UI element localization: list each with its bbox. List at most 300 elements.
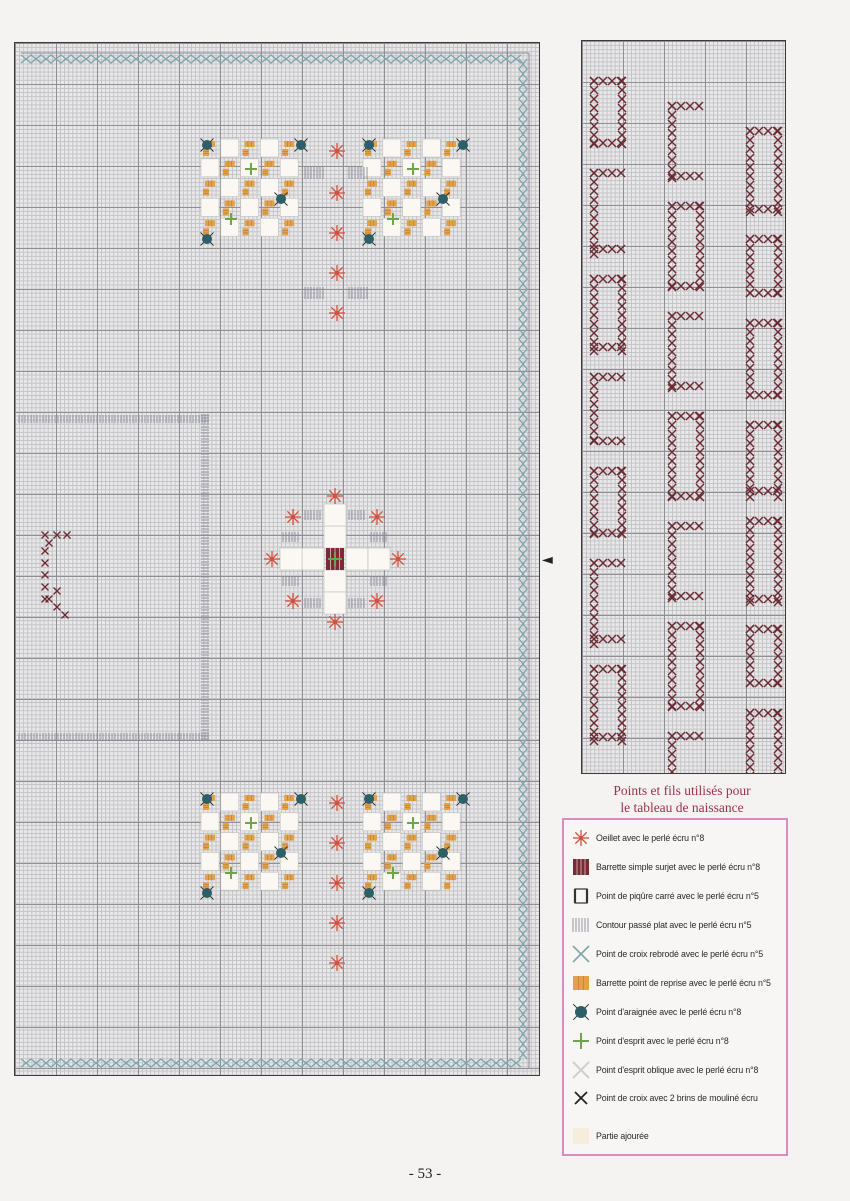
cross-stitch-icon [696, 256, 704, 264]
cross-stitch-icon [774, 181, 782, 189]
cross-stitch-icon [618, 476, 626, 484]
cross-stitch-icon [668, 676, 676, 684]
cross-stitch-icon [774, 745, 782, 753]
spider-web-icon [363, 233, 376, 246]
legend-item [570, 857, 760, 877]
cross-stitch-icon [774, 319, 782, 327]
cross-stitch-icon [618, 521, 626, 529]
cross-stitch-icon [590, 427, 598, 435]
cross-stitch-icon [746, 244, 754, 252]
cross-stitch-icon [774, 235, 782, 243]
legend-title-line-2: le tableau de naissance [620, 800, 744, 815]
woven-bar-icon [245, 181, 255, 187]
woven-bar-icon [284, 181, 294, 187]
woven-bar-icon [225, 854, 235, 860]
satin-outline-icon [349, 510, 364, 520]
legend-item [570, 1126, 649, 1146]
cross-stitch-icon [590, 409, 598, 417]
woven-bar-icon [405, 189, 411, 196]
cross-stitch-icon [617, 373, 625, 381]
cross-stitch-icon [575, 1092, 587, 1104]
cross-stitch-icon [774, 154, 782, 162]
cross-stitch-icon [746, 754, 754, 762]
cross-stitch-icon [590, 95, 598, 103]
woven-bar-icon [203, 149, 209, 156]
cross-stitch-icon [590, 436, 598, 444]
cross-stitch-icon [755, 517, 763, 525]
woven-bar-icon [405, 228, 411, 235]
eyelet-icon [285, 509, 301, 525]
cross-stitch-icon [746, 466, 754, 474]
cross-stitch-icon [677, 492, 685, 500]
cross-stitch-icon [42, 572, 49, 579]
cross-stitch-icon [696, 430, 704, 438]
eyelet-icon [327, 614, 343, 630]
cross-stitch-icon [590, 391, 598, 399]
cross-stitch-icon [755, 319, 763, 327]
satin-outline-icon [19, 415, 208, 423]
cross-stitch-icon [686, 622, 694, 630]
cross-stitch-icon [608, 275, 616, 283]
woven-bar-icon [203, 803, 209, 810]
spider-web-icon [570, 1002, 592, 1022]
woven-bar-icon [407, 181, 417, 187]
cross-stitch-icon [590, 223, 598, 231]
cross-stitch-icon [599, 635, 607, 643]
cross-stitch-icon [696, 265, 704, 273]
woven-bar-icon [424, 169, 430, 176]
cross-stitch-icon [590, 733, 598, 741]
eyelet-icon [329, 185, 345, 201]
cross-stitch-icon [617, 245, 625, 253]
cross-stitch-icon [668, 282, 676, 290]
cross-stitch-icon [746, 634, 754, 642]
cross-stitch-icon [608, 139, 616, 147]
cross-stitch-icon [696, 274, 704, 282]
satin-outline-icon [573, 918, 588, 932]
cross-stitch-icon [668, 348, 676, 356]
cross-stitch-icon [774, 328, 782, 336]
spider-web-icon [437, 193, 450, 206]
cross-stitch-icon [755, 289, 763, 297]
cross-stitch-icon [695, 592, 703, 600]
cross-stitch-icon [755, 625, 763, 633]
square-picot-icon [570, 886, 592, 906]
cross-stitch-icon [686, 172, 694, 180]
cross-stitch-icon [590, 604, 598, 612]
cross-border-icon [570, 944, 592, 964]
cross-stitch-icon [668, 576, 676, 584]
woven-bar-icon [264, 200, 274, 206]
cross-stitch-icon [618, 683, 626, 691]
legend-item [570, 944, 763, 964]
cross-stitch-icon [746, 289, 754, 297]
cross-stitch-icon [773, 319, 781, 327]
cross-stitch-icon [764, 289, 772, 297]
cross-stitch-icon [696, 211, 704, 219]
cross-stitch-icon [64, 532, 71, 539]
legend-item [570, 1031, 729, 1051]
cross-stitch-icon [599, 529, 607, 537]
woven-bar-icon [385, 823, 391, 830]
legend-item-label: Point de piqûre carré avec le perlé écru n°5 [596, 891, 759, 901]
cross-stitch-icon [590, 622, 598, 630]
cross-stitch-icon [696, 658, 704, 666]
woven-bar-icon [424, 823, 430, 830]
cross-stitch-icon [54, 532, 61, 539]
woven-bar-icon [245, 795, 255, 801]
cross-stitch-icon [618, 665, 626, 673]
cross-stitch-icon [773, 127, 781, 135]
cross-stitch-icon [668, 702, 676, 710]
cross-stitch-icon [668, 129, 676, 137]
cross-stitch-icon [608, 467, 616, 475]
cross-stitch-icon [46, 540, 53, 547]
cross-stitch-icon [590, 382, 598, 390]
cross-stitch-icon [764, 127, 772, 135]
eyelet-icon [369, 593, 385, 609]
cross-stitch-icon [755, 205, 763, 213]
eyelet-icon [573, 830, 589, 846]
cross-stitch-icon [746, 571, 754, 579]
cross-stitch-icon [668, 484, 676, 492]
cross-stitch-icon [668, 375, 676, 383]
cross-stitch-icon [590, 104, 598, 112]
legend-item [570, 1002, 741, 1022]
woven-bar-icon [243, 189, 249, 196]
cross-stitch-icon [695, 202, 703, 210]
woven-bar-icon [367, 874, 377, 880]
cross-stitch-icon [686, 592, 694, 600]
woven-bar-icon [245, 874, 255, 880]
cross-stitch-icon [755, 709, 763, 717]
cross-stitch-icon [774, 580, 782, 588]
woven-bar-icon [205, 835, 215, 841]
woven-bar-icon [387, 161, 397, 167]
cross-stitch-icon [696, 457, 704, 465]
cross-stitch-icon [696, 475, 704, 483]
cross-stitch-icon [746, 526, 754, 534]
woven-bar-icon [245, 141, 255, 147]
cross-stitch-icon [590, 245, 598, 253]
cross-stitch-icon [764, 319, 772, 327]
woven-bar-icon [282, 803, 288, 810]
cross-stitch-icon [746, 364, 754, 372]
cross-stitch-icon [42, 584, 49, 591]
cross-stitch-icon [668, 457, 676, 465]
cross-stitch-icon [590, 503, 598, 511]
cross-stitch-icon [686, 732, 694, 740]
cross-stitch-icon [696, 466, 704, 474]
cross-stitch-icon [746, 475, 754, 483]
woven-bar-icon [446, 220, 456, 226]
cross-stitch-icon [608, 373, 616, 381]
cross-stitch-icon [668, 156, 676, 164]
cross-stitch-icon [774, 589, 782, 597]
cross-stitch-icon [608, 77, 616, 85]
cross-stitch-icon [590, 613, 598, 621]
woven-bar-icon [365, 189, 371, 196]
cross-stitch-icon [755, 595, 763, 603]
cross-stitch-icon [773, 289, 781, 297]
cross-stitch-icon [668, 703, 676, 711]
cross-stitch-icon [774, 244, 782, 252]
woven-bar-icon [387, 200, 397, 206]
cross-stitch-icon [590, 343, 598, 351]
center-arrow-icon: ◄ [542, 552, 553, 568]
cross-stitch-icon [677, 732, 685, 740]
woven-bar-icon [405, 149, 411, 156]
woven-bar-icon [223, 208, 229, 215]
cross-stitch-icon [54, 588, 61, 595]
spider-web-icon [201, 233, 214, 246]
cross-stitch-icon [764, 625, 772, 633]
cross-stitch-icon [695, 412, 703, 420]
cross-stitch-icon [773, 709, 781, 717]
oblique-dove-eye-icon [573, 1062, 589, 1078]
cross-stitch-icon [590, 595, 598, 603]
cross-stitch-icon [774, 190, 782, 198]
cross-stitch-icon [42, 548, 49, 555]
cross-stitch-icon [755, 487, 763, 495]
cross-stitch-icon [677, 522, 685, 530]
eyelet-icon [369, 509, 385, 525]
satin-outline-icon [305, 598, 320, 608]
center-medallion [264, 488, 406, 630]
cross-stitch-icon [668, 685, 676, 693]
cross-stitch-icon [618, 293, 626, 301]
cross-stitch-icon [618, 284, 626, 292]
cross-stitch-icon [774, 262, 782, 270]
cross-stitch-icon [668, 585, 676, 593]
woven-bar-icon [424, 208, 430, 215]
satin-outline-icon [305, 510, 320, 520]
cross-stitch-icon [668, 330, 676, 338]
cross-stitch-icon [764, 487, 772, 495]
cross-stitch-icon [618, 503, 626, 511]
cross-stitch-icon [570, 1088, 592, 1108]
cross-stitch-icon [774, 517, 782, 525]
cross-stitch-icon [695, 622, 703, 630]
woven-bar-icon [387, 854, 397, 860]
eyelet-icon [327, 488, 343, 504]
woven-bar-icon [262, 862, 268, 869]
cross-stitch-icon [746, 448, 754, 456]
woven-bar-icon [203, 189, 209, 196]
legend-item-label: Barrette point de reprise avec le perlé écru n°5 [596, 978, 771, 988]
cross-stitch-icon [599, 733, 607, 741]
cross-stitch-icon [774, 448, 782, 456]
cross-stitch-icon [668, 475, 676, 483]
cross-stitch-icon [774, 271, 782, 279]
cross-stitch-icon [774, 439, 782, 447]
cross-stitch-icon [774, 127, 782, 135]
cross-stitch-icon [755, 421, 763, 429]
cross-stitch-icon [774, 763, 782, 771]
cross-stitch-icon [54, 604, 61, 611]
cross-stitch-icon [696, 220, 704, 228]
cross-stitch-icon [668, 312, 676, 320]
cross-stitch-icon [573, 946, 589, 962]
woven-bar-icon [367, 220, 377, 226]
cross-stitch-icon [746, 421, 754, 429]
woven-bar-icon [243, 882, 249, 889]
cross-stitch-icon [608, 437, 616, 445]
cross-stitch-icon [668, 220, 676, 228]
cross-stitch-icon [599, 343, 607, 351]
eyelet-icon [329, 143, 345, 159]
cross-stitch-icon [590, 169, 598, 177]
cross-stitch-icon [608, 343, 616, 351]
woven-bar-icon [243, 843, 249, 850]
cross-stitch-icon [617, 169, 625, 177]
eyelet-icon [390, 551, 406, 567]
woven-bar-icon [264, 815, 274, 821]
simple-bar-icon [570, 857, 592, 877]
cross-stitch-icon [746, 625, 754, 633]
cross-stitch-icon [677, 312, 685, 320]
page-number: - 53 - [408, 1166, 442, 1182]
cross-stitch-icon [774, 493, 782, 501]
cross-stitch-icon [618, 674, 626, 682]
cross-stitch-icon [774, 391, 782, 399]
cross-stitch-icon [42, 560, 49, 567]
satin-outline-icon [349, 287, 367, 299]
cross-stitch-icon [774, 253, 782, 261]
cross-stitch-icon [590, 122, 598, 130]
cross-stitch-icon [590, 275, 598, 283]
cross-stitch-icon [668, 229, 676, 237]
cross-stitch-icon [746, 127, 754, 135]
cross-stitch-icon [746, 253, 754, 261]
cross-stitch-icon [590, 512, 598, 520]
woven-bar-icon [205, 181, 215, 187]
cross-stitch-icon [746, 430, 754, 438]
cross-stitch-icon [686, 522, 694, 530]
cross-stitch-icon [668, 448, 676, 456]
cross-stitch-icon [746, 373, 754, 381]
cross-stitch-icon [696, 667, 704, 675]
cross-stitch-icon [668, 147, 676, 155]
cross-stitch-icon [590, 710, 598, 718]
woven-bar-icon [284, 835, 294, 841]
cross-stitch-icon [746, 439, 754, 447]
cross-stitch-icon [746, 355, 754, 363]
cross-stitch-icon [746, 328, 754, 336]
cross-stitch-icon [774, 526, 782, 534]
cross-stitch-icon [618, 728, 626, 736]
woven-bar-icon [446, 181, 456, 187]
cross-stitch-icon [746, 772, 754, 774]
cross-stitch-icon [668, 211, 676, 219]
cross-stitch-icon [774, 199, 782, 207]
cross-stitch-icon [773, 391, 781, 399]
woven-bar-icon [223, 823, 229, 830]
legend-item-label: Barrette simple surjet avec le perlé écru n°8 [596, 862, 760, 872]
woven-bar-icon [407, 220, 417, 226]
spider-web-icon [457, 139, 470, 152]
woven-bar-icon [243, 803, 249, 810]
cross-stitch-icon [599, 559, 607, 567]
cross-stitch-icon [686, 312, 694, 320]
woven-bar-icon [284, 220, 294, 226]
simple-bar-icon [573, 859, 589, 875]
cross-stitch-icon [774, 289, 782, 297]
cross-stitch-icon [677, 702, 685, 710]
eyelet-icon [329, 265, 345, 281]
woven-bar-icon [225, 200, 235, 206]
cross-stitch-icon [62, 612, 69, 619]
cross-stitch-icon [764, 421, 772, 429]
cross-stitch-icon [773, 235, 781, 243]
cross-stitch-icon [686, 412, 694, 420]
cross-stitch-icon [668, 640, 676, 648]
cross-stitch-icon [590, 187, 598, 195]
cross-stitch-icon [42, 532, 49, 539]
cross-stitch-icon [746, 136, 754, 144]
woven-bar-icon [284, 795, 294, 801]
woven-bar-icon [446, 874, 456, 880]
satin-outline-icon [371, 532, 386, 542]
cross-stitch-icon [590, 485, 598, 493]
cross-stitch-icon [599, 169, 607, 177]
cross-stitch-icon [590, 302, 598, 310]
eyelet-icon [264, 551, 280, 567]
cross-stitch-icon [668, 202, 676, 210]
cross-stitch-icon [696, 439, 704, 447]
cross-stitch-icon [668, 339, 676, 347]
cross-stitch-icon [668, 658, 676, 666]
cross-stitch-icon [746, 262, 754, 270]
legend-title [562, 782, 802, 816]
cross-stitch-icon [668, 522, 676, 530]
cross-border [21, 1059, 521, 1067]
cross-stitch-icon [618, 275, 626, 283]
cross-stitch-icon [618, 122, 626, 130]
eyelet-icon [329, 875, 345, 891]
cross-stitch-icon [774, 754, 782, 762]
cross-stitch-icon [755, 235, 763, 243]
cross-stitch-icon [590, 437, 598, 445]
woven-bar-icon [405, 882, 411, 889]
legend-item [570, 1088, 758, 1108]
woven-bar-icon [284, 141, 294, 147]
eyelet-icon [329, 915, 345, 931]
spider-web-icon [275, 847, 288, 860]
cross-stitch-icon [686, 492, 694, 500]
cross-stitch-icon [590, 77, 598, 85]
cross-stitch-icon [590, 586, 598, 594]
alphabet-drawing [582, 41, 786, 774]
cross-stitch-icon [773, 679, 781, 687]
cross-stitch-icon [590, 476, 598, 484]
cross-stitch-icon [668, 466, 676, 474]
spider-web-icon [363, 139, 376, 152]
woven-bar-icon [243, 149, 249, 156]
cross-stitch-icon [668, 283, 676, 291]
hardanger-motif [201, 793, 308, 900]
cross-stitch-icon [590, 559, 598, 567]
cross-stitch-icon [696, 622, 704, 630]
cross-stitch-icon [590, 284, 598, 292]
woven-bar-icon [444, 228, 450, 235]
cross-stitch-icon [695, 172, 703, 180]
cross-stitch-icon [774, 535, 782, 543]
woven-bar-icon [205, 220, 215, 226]
cross-stitch-icon [755, 679, 763, 687]
satin-outline-icon [19, 733, 208, 741]
cross-stitch-icon [590, 494, 598, 502]
